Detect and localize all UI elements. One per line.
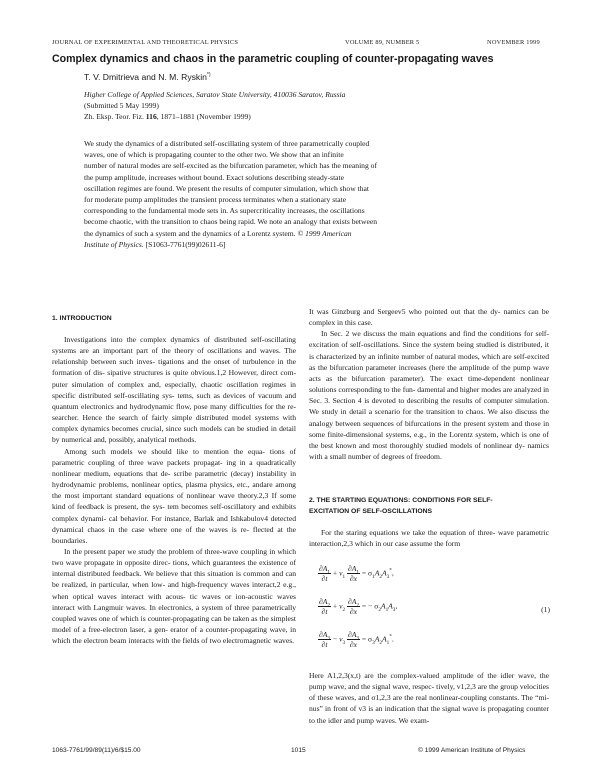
article-authors (84, 72, 211, 82)
page-number: 1015 (291, 747, 306, 754)
right-column-bottom (309, 670, 549, 726)
abstract-line: We study the dynamics of a distributed self-oscillating system of three parametrically coupled (84, 139, 370, 148)
footer-issn: 1063-7761/99/89(11)/6/$15.00 (52, 747, 141, 754)
volume-number: VOLUME 89, NUMBER 5 (345, 39, 420, 46)
author-names: T. V. Dmitrieva and N. M. Ryskin (84, 72, 207, 82)
affiliation (84, 90, 345, 99)
equation-line-1: $\frac{\partial A_1}{\partial t}$ + $v_1$ $\frac{\partial A_1}{\partial x}$ = $\sigma_1A_2A_3^*$, (319, 564, 394, 583)
right-column-mid (309, 527, 549, 549)
citation-journal: Zh. Eksp. Teor. Fiz. (84, 112, 144, 121)
section-heading-introduction: 1. INTRODUCTION (52, 315, 112, 322)
paragraph-2: Among such models we should like to mention the equa- tions of parametric coupling of three wave packets propagat- ing in a quadratically nonlinear medium, equations that de- scribe parametric (decay) instability in hydrodynamic problems, nonlinear optics, plasma physics, etc., andare among the most important standard equations of nonlinear wave theory.2,3 If some kind of feedback is present, the sys- tem becomes self-oscillatory and exhibits complex dynami- cal behavior. For instance, Barlak and Ishkabulov4 detected dynamical chaos in the case where one of the waves is re- flected at the boundaries. (52, 446, 297, 545)
abstract-line: the pump amplitude, increases without bound. Exact solutions describing steady-state (84, 172, 345, 182)
author-footnote-mark: *) (206, 72, 211, 79)
paragraph-5: In Sec. 2 we discuss the main equations and find the conditions for self-excitation of self-oscillations. Since the system being studied is distributed, it is characterized by an infinite number of natural modes, which are self-excited as the bifurcation parameter increases (here the amplitude of the pump wave acts as the bifurcation parameter). The exact time-dependent nonlinear solutions corresponding to the fun- damental and higher modes are analyzed in Sec. 3. Section 4 is devoted to describing the results of computer simulation. We study in detail a scenario for the transition to chaos. We also discuss the analogy between sequences of bifurcations in the present system and those in some finite-dimensional systems, e.g., in the Lorentz system, which is one of the best known and most thoroughly studied models of nonlinear dy- namics with a small number of degrees of freedom. (309, 329, 550, 462)
abstract-line: for moderate pump amplitudes the transient process terminates when a stationary state (84, 195, 347, 205)
abstract (84, 138, 524, 250)
affiliation-text: Higher College of Applied Sciences, Saratov State University, 410036 Saratov, Russia (84, 90, 346, 99)
section-heading-equations: 2. THE STARTING EQUATIONS: CONDITIONS FOR SELF- EXCITATION OF SELF-OSCILLATIONS (309, 497, 493, 515)
equation-line-2: $\frac{\partial A_2}{\partial t}$ + $v_2$ $\frac{\partial A_2}{\partial x}$ = − $\sigma_2A_1A_3$, (319, 597, 398, 616)
paragraph-7: Here A1,2,3(x,t) are the complex-valued amplitude of the idler wave, the pump wave, and the signal wave, respec- tively, v1,2,3 are the group velocities of these waves, and σ1,2,3 are the real nonlinear-coupling constants. The “mi- nus” in front of v3 is an indication that the signal wave is propagating counter to the idler and pump waves. We exam- (309, 671, 550, 725)
equation-line-3: $\frac{\partial A_3}{\partial t}$ − $v_3$ $\frac{\partial A_3}{\partial x}$ = $\sigma_3A_2A_1^*$. (319, 630, 394, 649)
abstract-line (84, 239, 524, 250)
citation (84, 112, 251, 121)
citation-pages: , 1871–1881 (November 1999) (156, 112, 251, 121)
doi: [S1063-7761(99)02611-6] (145, 239, 226, 249)
issue-date: NOVEMBER 1999 (487, 39, 540, 46)
paragraph-4: It was Ginzburg and Sergeev5 who pointed out that the dy- namics can be complex in this case. (309, 307, 550, 328)
abstract-copyright: © 1999 American (297, 228, 352, 238)
paragraph-1: Investigations into the complex dynamics of distributed self-oscillating systems are an important part of the theory of oscillations and waves. The relationship between such inves- tigations and the onset of turbulence in the formation of dis- sipative structures is quite obvious.1,2 However, direct com- puter simulation of complex and, especially, chaotic oscillation regimes in specific distributed self-oscillating sys- tems, such as devices of vacuum and quantum electronics and hydrodynamic flow, pose many difficulties for the re- searcher. Hence the search of fairly simple distributed model systems with complex dynamics becomes crucial, since such models can be studied in detail by numerical and, possibly, analytical methods. (52, 335, 297, 445)
right-column-top (309, 306, 549, 462)
left-column-text (52, 334, 296, 646)
abstract-line: oscillation regimes are found. We present the results of computer simulation, which show that (84, 183, 370, 193)
journal-name: JOURNAL OF EXPERIMENTAL AND THEORETICAL PHYSICS (52, 39, 239, 46)
abstract-copyright-2: Institute of Physics. (84, 239, 144, 249)
abstract-line: corresponding to the fundamental mode sets in. As supercriticality increases, the oscillations (84, 206, 365, 216)
paragraph-6: For the staring equations we take the equation of three- wave parametric interaction,2,3 which in our case assume the form (309, 528, 549, 549)
citation-volume: 116 (145, 112, 157, 121)
abstract-line: number of natural modes are self-excited as the bifurcation parameter, which has the meaning of (84, 161, 377, 171)
article-title: Complex dynamics and chaos in the parametric coupling of counter-propagating waves (52, 53, 494, 65)
abstract-line: the dynamics of such a system and the dynamics of a Lorentz system. © 1999 American (84, 228, 352, 238)
submission-date: (Submitted 5 May 1999) (84, 101, 159, 110)
abstract-line: become chaotic, with the transition to chaos being rapid. We note an analogy that exists between (84, 217, 377, 227)
footer-copyright: © 1999 American Institute of Physics (418, 747, 526, 754)
abstract-line: waves, one of which is propagating counter to the other two. We show that an infinite (84, 150, 344, 160)
equation-system (318, 564, 550, 664)
equation-number: (1) (541, 605, 550, 614)
paragraph-3: In the present paper we study the problem of three-wave coupling in which two wave propagate in opposite direc- tions, which guarantees the existence of internal distributed feedback. We believe that this situation is common and can be realized, in particular, when low- and high-frequency waves interact,2 e.g., when optical waves interact with acous- tic waves or ion-acoustic waves interact with Langmuir waves. In electronics, a system of three parametrically coupled waves one of which is counter-propagating can be taken as the simplest model of a free-electron laser, a gen- erator of a counter-propagating wave, in which the electron beam interacts with the fields of two electromagnetic waves. (52, 546, 297, 646)
